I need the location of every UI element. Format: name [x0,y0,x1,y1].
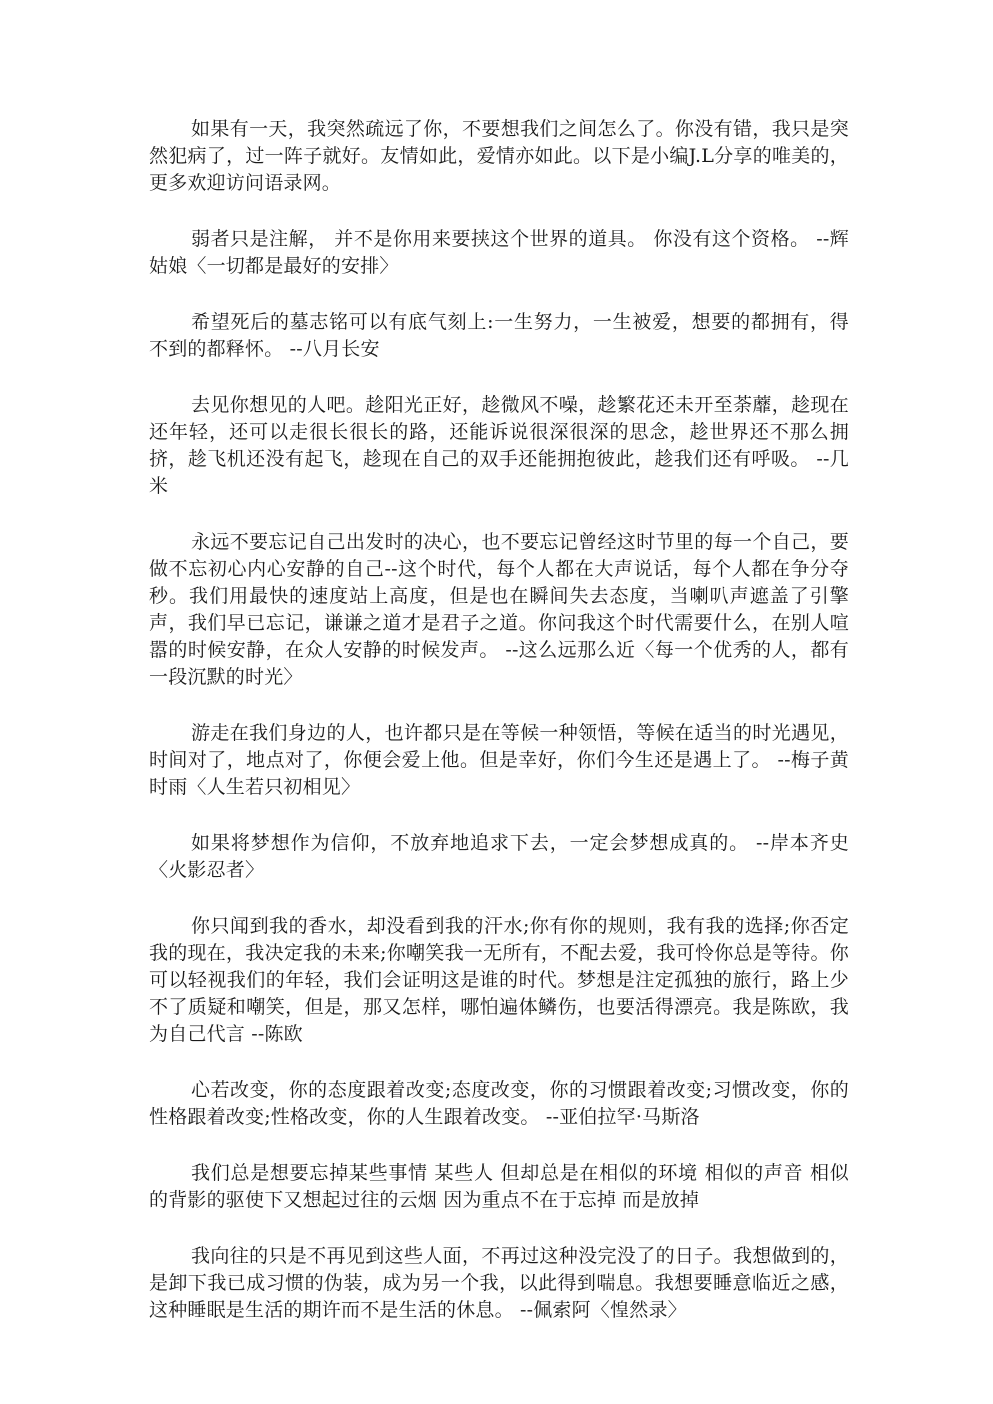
document-body [149,116,849,1353]
paragraph-quote: 我们总是想要忘掉某些事情 某些人 但却总是在相似的环境 相似的声音 相似的背影的驱使下又想起过往的云烟 因为重点不在于忘掉 而是放掉 [149,1162,849,1211]
paragraph-quote: 希望死后的墓志铭可以有底气刻上:一生努力，一生被爱，想要的都拥有，得不到的都释怀。 --八月长安 [149,311,849,360]
paragraph-quote: 如果将梦想作为信仰，不放弃地追求下去，一定会梦想成真的。 --岸本齐史〈火影忍者〉 [149,832,849,881]
paragraph-intro: 如果有一天，我突然疏远了你，不要想我们之间怎么了。你没有错，我只是突然犯病了，过一阵子就好。友情如此，爱情亦如此。以下是小编J.L分享的唯美的，更多欢迎访问语录网。 [149,118,849,194]
paragraph-quote: 永远不要忘记自己出发时的决心，也不要忘记曾经这时节里的每一个自己，要做不忘初心内心安静的自己--这个时代，每个人都在大声说话，每个人都在争分夺秒。我们用最快的速度站上高度，但是也在瞬间失去态度，当喇叭声遮盖了引擎声，我们早已忘记，谦谦之道才是君子之道。你问我这个时代需要什么，在别人喧嚣的时候安静，在众人安静的时候发声。 --这么远那么近〈每一个优秀的人，都有一段沉默的时光〉 [149,531,849,688]
paragraph-quote: 游走在我们身边的人，也许都只是在等候一种领悟，等候在适当的时光遇见，时间对了，地点对了，你便会爱上他。但是幸好，你们今生还是遇上了。 --梅子黄时雨〈人生若只初相见〉 [149,722,849,798]
paragraph-quote: 你只闻到我的香水，却没看到我的汗水;你有你的规则，我有我的选择;你否定我的现在，我决定我的未来;你嘲笑我一无所有，不配去爱，我可怜你总是等待。你可以轻视我们的年轻，我们会证明这是谁的时代。梦想是注定孤独的旅行，路上少不了质疑和嘲笑，但是，那又怎样，哪怕遍体鳞伤，也要活得漂亮。我是陈欧，我为自己代言 --陈欧 [149,915,849,1045]
paragraph-quote: 去见你想见的人吧。趁阳光正好，趁微风不噪，趁繁花还未开至荼蘼，趁现在还年轻，还可以走很长很长的路，还能诉说很深很深的思念，趁世界还不那么拥挤，趁飞机还没有起飞，趁现在自己的双手还能拥抱彼此，趁我们还有呼吸。 --几米 [149,394,849,497]
paragraph-quote: 我向往的只是不再见到这些人面，不再过这种没完没了的日子。我想做到的，是卸下我已成习惯的伪装，成为另一个我，以此得到喘息。我想要睡意临近之感，这种睡眠是生活的期许而不是生活的休息。 --佩索阿〈惶然录〉 [149,1245,849,1321]
paragraph-quote: 弱者只是注解， 并不是你用来要挟这个世界的道具。 你没有这个资格。 --辉姑娘〈一切都是最好的安排〉 [149,228,849,277]
paragraph-quote: 心若改变，你的态度跟着改变;态度改变，你的习惯跟着改变;习惯改变，你的性格跟着改变;性格改变，你的人生跟着改变。 --亚伯拉罕·马斯洛 [149,1079,849,1128]
